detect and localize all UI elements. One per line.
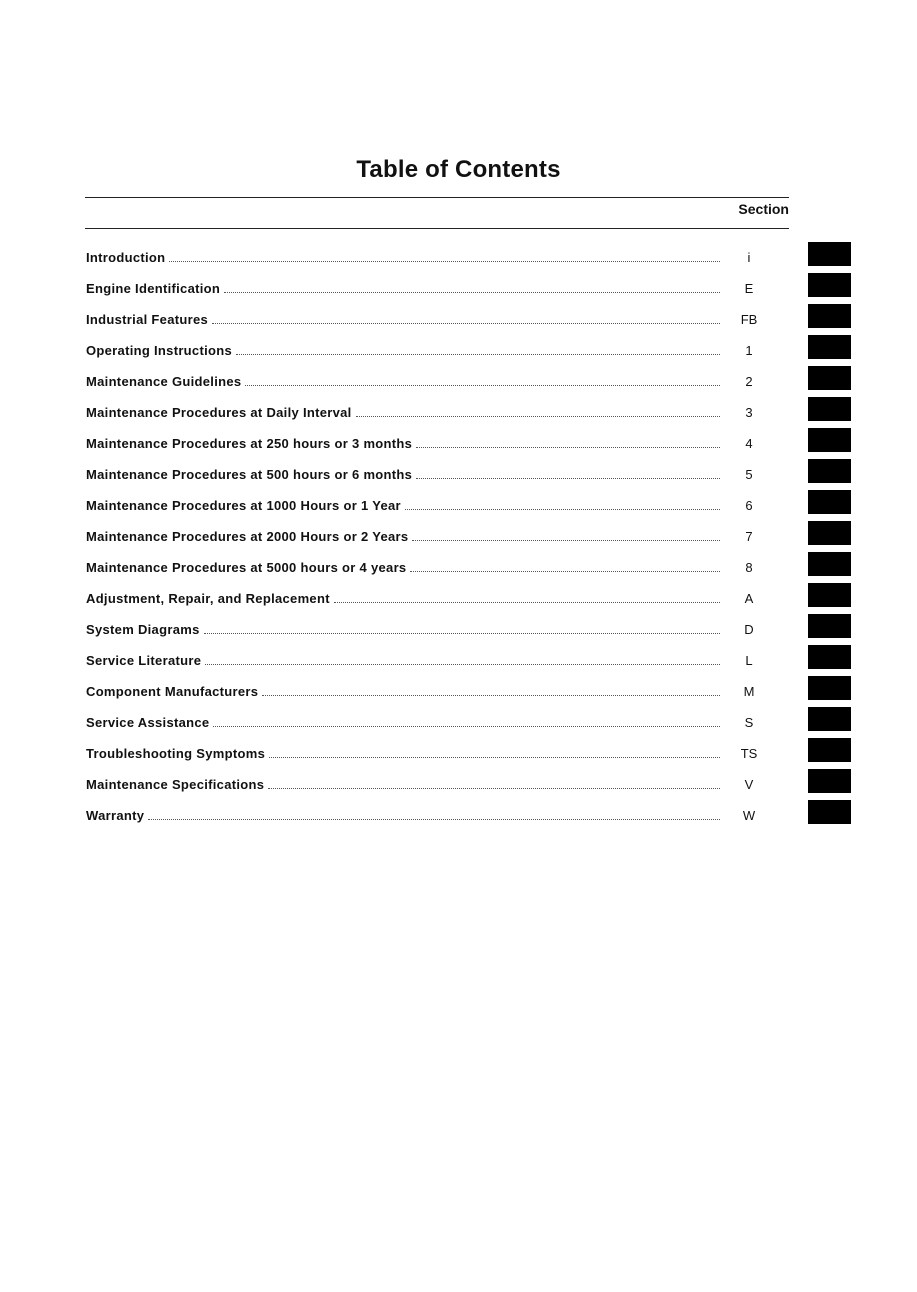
toc-row-operating-instructions[interactable]	[86, 343, 776, 374]
toc-entry-section: 3	[745, 405, 753, 420]
toc-row-engine-identification[interactable]	[86, 281, 776, 312]
thumb-tab-service-literature[interactable]	[808, 645, 851, 669]
header-rule-bottom	[85, 228, 789, 229]
thumb-tab-introduction[interactable]	[808, 242, 851, 266]
thumb-tab-component-manufacturers[interactable]	[808, 676, 851, 700]
toc-entry-section: 5	[745, 467, 753, 482]
toc-row-5000-hours[interactable]	[86, 560, 776, 591]
thumb-tab-1000-hours[interactable]	[808, 490, 851, 514]
toc-entry-label: Maintenance Guidelines	[86, 374, 242, 389]
dot-leader	[224, 292, 720, 293]
toc-row-500-hours[interactable]	[86, 467, 776, 498]
page-title: Table of Contents	[356, 156, 561, 183]
toc-entry-section: 4	[745, 436, 753, 451]
toc-entry-section: L	[745, 653, 753, 668]
thumb-tab-5000-hours[interactable]	[808, 552, 851, 576]
dot-leader	[269, 757, 720, 758]
toc-entry-section: E	[744, 281, 754, 296]
toc-entry-label: Maintenance Specifications	[86, 777, 265, 792]
thumb-tab-2000-hours[interactable]	[808, 521, 851, 545]
toc-entry-label: Service Assistance	[86, 715, 210, 730]
dot-leader	[204, 633, 720, 634]
toc-entry-section: 2	[745, 374, 753, 389]
thumb-tab-troubleshooting-symptoms[interactable]	[808, 738, 851, 762]
toc-row-maintenance-specifications[interactable]	[86, 777, 776, 808]
toc-entry-section: i	[747, 250, 751, 265]
section-thumb-tabs	[808, 242, 851, 831]
thumb-tab-engine-identification[interactable]	[808, 273, 851, 297]
thumb-tab-maintenance-specifications[interactable]	[808, 769, 851, 793]
toc-entry-label: Engine Identification	[86, 281, 221, 296]
toc-entry-label: Troubleshooting Symptoms	[86, 746, 266, 761]
dot-leader	[416, 478, 720, 479]
toc-entry-section: 8	[745, 560, 753, 575]
thumb-tab-500-hours[interactable]	[808, 459, 851, 483]
toc-entry-label: Maintenance Procedures at 500 hours or 6 months	[86, 467, 413, 482]
toc-entry-label: Warranty	[86, 808, 145, 823]
header-rule-top	[85, 197, 789, 198]
toc-entry-label: Service Literature	[86, 653, 202, 668]
toc-row-adjustment-repair[interactable]	[86, 591, 776, 622]
dot-leader	[212, 323, 720, 324]
toc-entry-section: S	[744, 715, 754, 730]
toc-entry-label: Maintenance Procedures at 5000 hours or 4 years	[86, 560, 407, 575]
thumb-tab-maintenance-guidelines[interactable]	[808, 366, 851, 390]
thumb-tab-service-assistance[interactable]	[808, 707, 851, 731]
toc-row-2000-hours[interactable]	[86, 529, 776, 560]
dot-leader	[245, 385, 720, 386]
dot-leader	[405, 509, 720, 510]
toc-entry-section: A	[744, 591, 754, 606]
thumb-tab-warranty[interactable]	[808, 800, 851, 824]
dot-leader	[268, 788, 720, 789]
dot-leader	[356, 416, 720, 417]
toc-entry-section: V	[744, 777, 754, 792]
dot-leader	[262, 695, 720, 696]
dot-leader	[412, 540, 720, 541]
thumb-tab-adjustment-repair[interactable]	[808, 583, 851, 607]
toc-entry-label: Introduction	[86, 250, 166, 265]
toc-entry-section: W	[742, 808, 756, 823]
thumb-tab-250-hours[interactable]	[808, 428, 851, 452]
toc-entry-section: TS	[740, 746, 758, 761]
toc-entry-label: Maintenance Procedures at 1000 Hours or 1 Year	[86, 498, 401, 513]
toc-row-system-diagrams[interactable]	[86, 622, 776, 653]
section-column-header: Section	[738, 201, 789, 217]
toc-entry-section: D	[744, 622, 754, 637]
dot-leader	[236, 354, 720, 355]
toc-entry-label: Maintenance Procedures at 2000 Hours or 2 Years	[86, 529, 409, 544]
toc-row-250-hours[interactable]	[86, 436, 776, 467]
toc-entry-section: 6	[745, 498, 753, 513]
dot-leader	[213, 726, 720, 727]
toc-row-introduction[interactable]	[86, 250, 776, 281]
dot-leader	[169, 261, 720, 262]
dot-leader	[416, 447, 720, 448]
toc-entry-label: Industrial Features	[86, 312, 209, 327]
dot-leader	[205, 664, 720, 665]
toc-row-component-manufacturers[interactable]	[86, 684, 776, 715]
toc-entry-label: Operating Instructions	[86, 343, 233, 358]
toc-row-service-assistance[interactable]	[86, 715, 776, 746]
dot-leader	[410, 571, 720, 572]
toc-entry-label: Adjustment, Repair, and Replacement	[86, 591, 330, 606]
toc-list	[86, 250, 776, 839]
dot-leader	[148, 819, 720, 820]
toc-row-service-literature[interactable]	[86, 653, 776, 684]
toc-entry-label: Component Manufacturers	[86, 684, 259, 699]
thumb-tab-industrial-features[interactable]	[808, 304, 851, 328]
toc-row-warranty[interactable]	[86, 808, 776, 839]
toc-row-troubleshooting-symptoms[interactable]	[86, 746, 776, 777]
toc-entry-section: M	[743, 684, 755, 699]
toc-row-1000-hours[interactable]	[86, 498, 776, 529]
toc-entry-section: FB	[740, 312, 758, 327]
thumb-tab-operating-instructions[interactable]	[808, 335, 851, 359]
toc-entry-label: System Diagrams	[86, 622, 200, 637]
dot-leader	[334, 602, 720, 603]
toc-row-daily-interval[interactable]	[86, 405, 776, 436]
thumb-tab-system-diagrams[interactable]	[808, 614, 851, 638]
toc-entry-label: Maintenance Procedures at 250 hours or 3 months	[86, 436, 413, 451]
toc-row-industrial-features[interactable]	[86, 312, 776, 343]
toc-entry-section: 7	[745, 529, 753, 544]
toc-row-maintenance-guidelines[interactable]	[86, 374, 776, 405]
toc-entry-section: 1	[745, 343, 753, 358]
toc-entry-label: Maintenance Procedures at Daily Interval	[86, 405, 352, 420]
thumb-tab-daily-interval[interactable]	[808, 397, 851, 421]
